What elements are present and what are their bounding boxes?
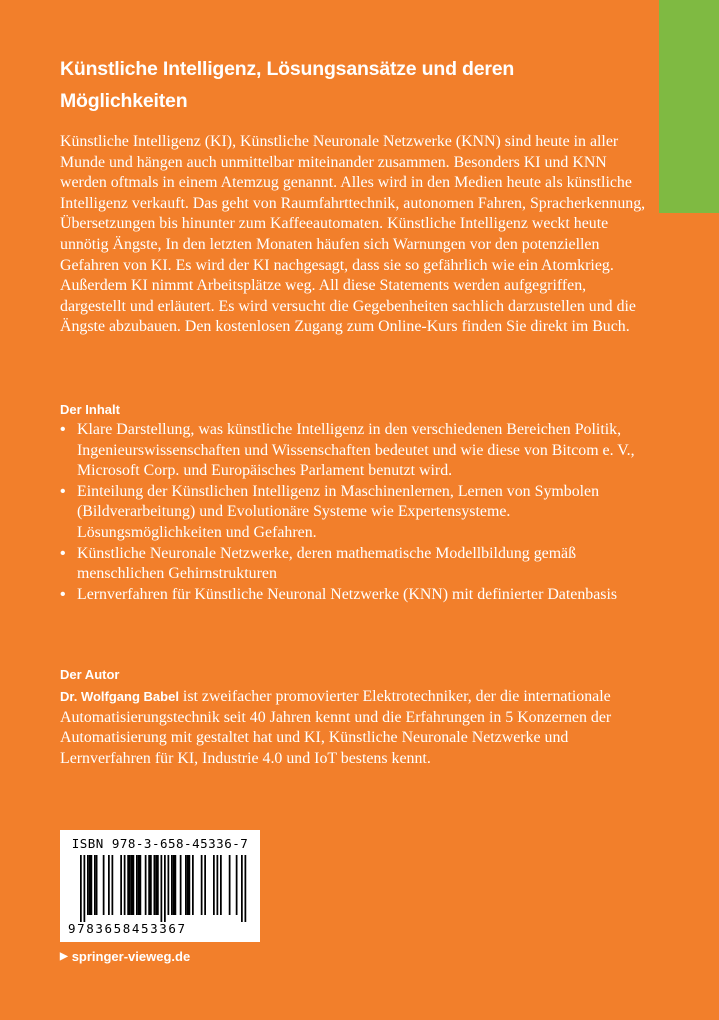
bullet-icon: • — [60, 544, 66, 562]
barcode-bar — [204, 855, 206, 915]
barcode-bar — [138, 855, 140, 915]
barcode-bar — [175, 855, 177, 915]
publisher-link[interactable] — [60, 946, 190, 966]
barcode-bar — [236, 855, 238, 915]
barcode-bar — [140, 855, 142, 915]
barcode-bar — [168, 855, 170, 915]
barcode-bar — [171, 855, 173, 915]
barcode-bar — [187, 855, 189, 915]
author-bio: ist zweifacher promovierter Elektrotechniker, der die internationale Automatisierungstechnik seit 40 Jahren kennt und die Erfahrungen in 5 Konzernen der Automatisierung mit gestaltet hat und KI, Künstliche Neuronale Netzwerke und Lernverfahren für KI, Industrie 4.0 und IoT bestens kennt. — [60, 688, 612, 767]
barcode-bar — [180, 855, 182, 915]
barcode-bar — [192, 855, 194, 915]
page-title: Künstliche Intelligenz, Lösungsansätze und deren Möglichkeiten — [60, 58, 515, 112]
list-item-text: Einteilung der Künstlichen Intelligenz in Maschinenlernen, Lernen von Symbolen (Bildverarbeitung) und Evolutionäre Systeme wie Expertensysteme. Lösungsmöglichkeiten und Gefahren. — [77, 482, 600, 541]
barcode-bar — [217, 855, 219, 915]
list-item-text: Künstliche Neuronale Netzwerke, deren mathematische Modellbildung gemäß menschlichen Gehirnstrukturen — [77, 544, 577, 583]
barcode-bar — [84, 855, 86, 922]
barcode-bar — [189, 855, 191, 915]
barcode-bar — [94, 855, 96, 915]
publisher-url: springer-vieweg.de — [71, 948, 191, 964]
bullet-icon: • — [60, 585, 66, 603]
bullet-icon: • — [60, 421, 66, 438]
contents-list — [60, 420, 654, 605]
barcode-bar — [185, 855, 187, 915]
contents-heading: Der Inhalt — [60, 402, 120, 417]
green-accent-tab — [659, 0, 719, 213]
barcode-bars — [68, 855, 252, 922]
barcode-bar — [133, 855, 135, 915]
barcode-bar — [161, 855, 163, 922]
barcode-bar — [80, 855, 82, 922]
barcode-bar — [91, 855, 93, 915]
barcode-bar — [103, 855, 105, 915]
barcode-bar — [148, 855, 150, 915]
barcode-bar — [201, 855, 203, 915]
barcode-bar — [213, 855, 215, 915]
barcode-bar — [96, 855, 98, 915]
barcode-bar — [89, 855, 91, 915]
barcode-bar — [241, 855, 243, 922]
barcode-bar — [87, 855, 89, 915]
list-item — [60, 420, 654, 482]
author-paragraph — [60, 687, 654, 769]
barcode-bar — [145, 855, 147, 915]
barcode-bar — [112, 855, 114, 915]
triangle-right-icon: ▶ — [60, 950, 68, 962]
barcode-bar — [129, 855, 131, 915]
barcode-bar — [120, 855, 122, 915]
barcode-bar — [220, 855, 222, 915]
intro-paragraph: Künstliche Intelligenz (KI), Künstliche Neuronale Netzwerke (KNN) sind heute in aller Munde und hängen auch unmittelbar miteinander zusammen. Besonders KI und KNN werden oftmals in einem Atemzug genannt. Alles wird in den Medien heute als künstliche Intelligenz verkauft. Das geht von Raumfahrttechnik, autonomen Fahren, Spracherkennung, Übersetzungen bis hinunter zum Kaffeeautomaten. Künstliche Intelligenz weckt heute unnötig Ängste, In den letzten Monaten häufen sich Warnungen vor den potenziellen Gefahren von KI. Es wird der KI nachgesagt, dass sie so gefährlich wie ein Atomkrieg. Außerdem KI nimmt Arbeitsplätze weg. All diese Statements werden aufgegriffen, dargestellt und erläutert. Es wird versucht die Gegebenheiten sachlich darzustellen und die Ängste abzubauen. Den kostenlosen Zugang zum Online-Kurs finden Sie direkt im Buch. — [60, 133, 646, 336]
author-name: Dr. Wolfgang Babel — [60, 689, 179, 704]
barcode-bar — [155, 855, 157, 915]
ean-digits: 9783658453367 — [68, 921, 187, 936]
barcode-bar — [131, 855, 133, 915]
barcode-bar — [136, 855, 138, 915]
list-item-text: Klare Darstellung, was künstliche Intelligenz in den verschiedenen Bereichen Politik, Ingenieurswissenschaften und Wissenschaften bedeutet und wie diese von Bitcom e. V., Microsoft Corp. und Europäisches Parlament benutzt wird. — [77, 421, 635, 480]
barcode-bar — [229, 855, 231, 915]
list-item — [60, 482, 654, 544]
barcode-bar — [108, 855, 110, 915]
barcode-bar — [245, 855, 247, 922]
author-heading: Der Autor — [60, 667, 120, 682]
barcode-bar — [154, 855, 156, 915]
isbn-barcode — [60, 830, 260, 942]
barcode-bar — [150, 855, 152, 915]
list-item — [60, 585, 654, 606]
list-item — [60, 544, 654, 585]
barcode-bar — [164, 855, 166, 922]
list-item-text: Lernverfahren für Künstliche Neuronal Netzwerke (KNN) mit definierter Datenbasis — [77, 585, 618, 603]
barcode-bar — [173, 855, 175, 915]
barcode-bar — [157, 855, 159, 915]
barcode-bar — [124, 855, 126, 915]
isbn-label: ISBN 978-3-658-45336-7 — [71, 836, 249, 851]
bullet-icon: • — [60, 482, 66, 500]
barcode-bar — [127, 855, 129, 915]
